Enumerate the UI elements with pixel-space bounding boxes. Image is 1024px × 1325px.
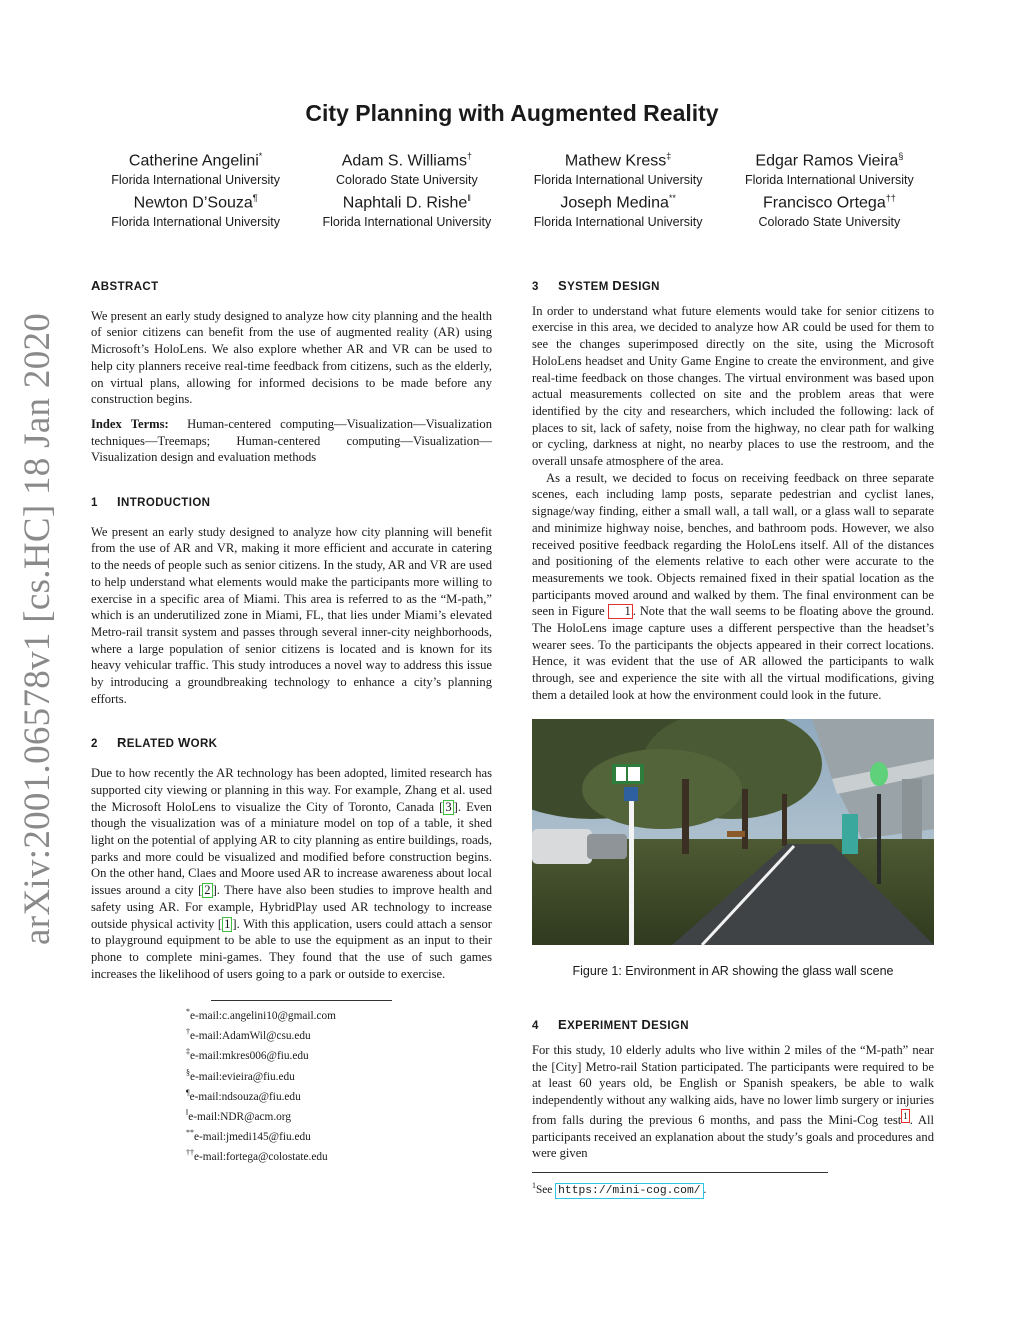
author-block — [513, 188, 724, 231]
author-affiliation: Florida International University — [111, 173, 281, 188]
author-name: Joseph Medina — [560, 194, 669, 212]
left-column — [91, 278, 492, 1165]
author-mark: ** — [668, 193, 676, 203]
footnote-item: †e-mail:AdamWil@csu.edu — [186, 1027, 311, 1043]
park-scene-illustration — [532, 719, 934, 945]
footnote-ref-link[interactable]: 1 — [903, 1110, 908, 1121]
intro-text: We present an early study designed to analyze how city planning will benefit from the use of AR and VR, making it more efficient and accurate in catering to the needs of people such as senior citizens. In the study, AR and VR are used to help understand what elements would make the participants more willing to exercise in a specific area of Miami. This area is referred to as the “M-path,” which is an underutilized zone in Miami, FL, that lies under Miami’s elevated Metro-rail transit system and passes through several inner-city neighborhoods, where a large population of senior citizens is located and is known for its heavy vehicular traffic. This study introduces a novel way to address this issue by introducing a groundbreaking technology to enhance a city’s planning efforts. — [91, 524, 492, 706]
footnote-item: *e-mail:c.angelini10@gmail.com — [186, 1007, 336, 1023]
arxiv-stamp: arXiv:2001.06578v1 [cs.HC] 18 Jan 2020 — [17, 312, 58, 945]
author-name: Adam S. Williams — [341, 152, 468, 170]
author-block — [724, 188, 935, 231]
email-footnotes — [186, 1004, 492, 1165]
author-block — [301, 188, 512, 231]
author-block — [724, 146, 935, 189]
footnote-item: §e-mail:evieira@fiu.edu — [186, 1067, 295, 1083]
footnote-item: ††e-mail:fortega@colostate.edu — [186, 1147, 328, 1163]
citation-link[interactable]: 3 — [445, 799, 452, 814]
author-mark: † — [467, 151, 473, 161]
author-block — [513, 146, 724, 189]
figure-ref-link[interactable]: 1 — [608, 604, 632, 619]
footnote-item: ‖e-mail:NDR@acm.org — [186, 1107, 291, 1123]
figure-image — [532, 719, 934, 945]
experiment-design-text: For this study, 10 elderly adults who live within 2 miles of the “M-path” near the [City] Metro-rail Station participated. The participants were required to be at least 60 years old, be English or Spanish speakers, be able to walk independently without any walking aids, have no lower limb surgery or injuries from falls during the previous 6 months, and pass the Mini-Cog test 1 . All participants received an explanation about the study’s goals and procedures and were given — [532, 1042, 934, 1161]
abstract-heading: ABSTRACT — [91, 278, 159, 293]
footnote-item: **e-mail:jmedi145@fiu.edu — [186, 1127, 311, 1143]
paper-title: City Planning with Augmented Reality — [305, 100, 719, 126]
author-mark: § — [898, 151, 904, 161]
index-terms-label: Index Terms: — [91, 416, 169, 431]
intro-heading: 1 INTRODUCTION — [91, 494, 211, 510]
author-affiliation: Florida International University — [322, 215, 492, 230]
author-mark: ‡ — [666, 151, 672, 161]
author-block — [90, 146, 301, 189]
author-name: Edgar Ramos Vieira — [755, 152, 899, 170]
author-mark: ‖ — [467, 193, 471, 203]
author-row-2 — [90, 188, 935, 231]
related-work-heading: 2 RELATED WORK — [91, 735, 218, 751]
index-terms — [91, 416, 492, 466]
system-design-p2: As a result, we decided to focus on receiving feedback on three separate scenes, each including lamp posts, separate pedestrian and cyclist lanes, signage/way finding, either a small wall, a tall wall, or a glass wall to separate and minimize highway noise, benches, and bathroom pods. However, we also received positive feedback regarding the HoloLens itself. All of the distances and positioning of the elements relative to each other were accurate to the measurements we took. Objects remained fixed in their spatial location as the participants moved around and walked by them. The final environment can be seen in Figure 1 . Note that the wall seems to be floating above the ground. The HoloLens image capture uses a different perspective than the headset’s wearer sees. To the participants the objects appeared in their correct locations. Hence, it was evident that the use of AR allowed the participants to walk through, see and experience the site with all the virtual modifications, giving them a detailed look at how the environment could look in the future. — [532, 470, 934, 702]
author-block — [301, 146, 512, 189]
author-row-1 — [90, 146, 935, 189]
figure-caption: Figure 1: Environment in AR showing the glass wall scene — [572, 963, 894, 978]
author-affiliation: Florida International University — [533, 173, 703, 188]
related-work-text: Due to how recently the AR technology has been adopted, limited research has supported city viewing or planning in this way. For example, Zhang et al. used the Microsoft HoloLens to visualize the City of Toronto, Canada [ 3 ]. Even though the visualization was of a miniature model on top of a table, it shed light on the potential of applying AR to city planning as entire buildings, roads, parks and more could be visualized and modified before construction begins. On the other hand, Claes and Moore used AR to increase awareness about local issues around a city [ 2 ]. There have also been studies to improve health and safety using AR. For example, HybridPlay used AR technology to increase outside physical activity [ 1 ]. With this application, users could attach a sensor to playground equipment to be able to use the equipment as an input to their phone to complete mini-games. They found that the use of such games increases the likelihood of users going to a park or outside to exercise. — [91, 766, 493, 981]
experiment-design-heading: 4 EXPERIMENT DESIGN — [532, 1017, 689, 1033]
author-name: Mathew Kress — [564, 152, 667, 170]
citation-link[interactable]: 1 — [224, 916, 231, 931]
footnote-item: ¶e-mail:ndsouza@fiu.edu — [186, 1087, 301, 1103]
right-column — [532, 278, 934, 1199]
citation-link[interactable]: 2 — [204, 883, 211, 898]
author-affiliation: Colorado State University — [758, 215, 901, 230]
mini-cog-link[interactable]: https://mini-cog.com/ — [555, 1183, 703, 1199]
author-affiliation: Colorado State University — [336, 173, 478, 188]
author-mark: ¶ — [252, 193, 258, 203]
author-name: Francisco Ortega — [763, 194, 886, 212]
system-design-heading: 3 SYSTEM DESIGN — [532, 278, 660, 293]
url-footnote: $^1$See https://mini-cog.com/ . — [532, 1181, 707, 1197]
author-block — [90, 188, 301, 231]
footnote-item: ‡e-mail:mkres006@fiu.edu — [186, 1047, 309, 1063]
author-affiliation: Florida International University — [111, 215, 281, 230]
author-mark: * — [258, 151, 263, 161]
abstract-text: We present an early study designed to analyze how city planning and the health of senior citizens can benefit from the use of augmented reality (AR) using Microsoft’s HoloLens. We also explore whether AR and VR can be used to help city planners receive real-time feedback from citizens, such as the elderly, on virtual plans, allowing for informed decisions to be made before any construction begins. — [91, 308, 492, 407]
system-design-p1: In order to understand what future elements would take for senior citizens to exercise in this area, we decided to analyze how AR could be used for them to see the changes superimposed directly on the site, using the Microsoft HoloLens headset and Unity Game Engine to create the environment, and give real-time feedback on those changes. The virtual environment was based upon actual measurements collected on site and the problem areas that were identified by the city and researchers, which included the following: lack of places to sit, lack of safety, noise from the highway, no clear path for walking or cycling, darkness at night, no nearby places to use the restroom, and the overall unsafe atmosphere of the area. — [532, 303, 934, 469]
author-name: Naphtali D. Rishe — [342, 194, 468, 212]
author-affiliation: Florida International University — [744, 173, 914, 188]
author-affiliation: Florida International University — [533, 215, 703, 230]
author-name: Newton D’Souza — [133, 194, 253, 212]
author-mark: †† — [885, 193, 896, 203]
author-name: Catherine Angelini — [128, 152, 259, 170]
index-terms-text: Human-centered computing—Visualization—Visualization techniques—Treemaps; Human-centered computing—Visualization—Visualization design and evaluation methods — [91, 416, 492, 465]
